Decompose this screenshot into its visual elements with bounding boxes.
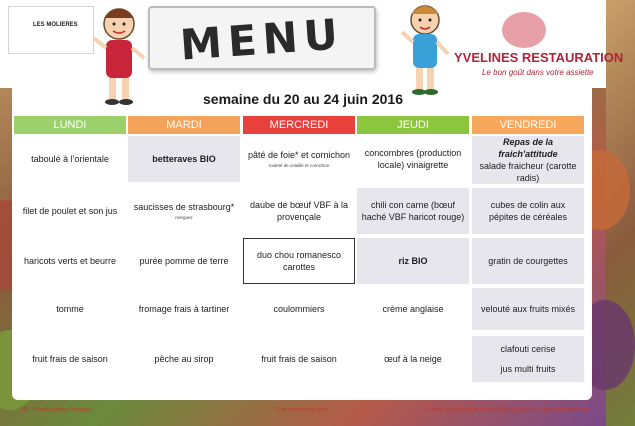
menu-item: chili con carne (bœuf haché VBF haricot rouge) xyxy=(361,199,465,222)
menu-item-cell xyxy=(128,288,240,330)
day-column-lundi xyxy=(14,116,126,392)
menu-item-cell xyxy=(128,336,240,382)
menu-item-note: rouleté de volaille et cornichon xyxy=(268,163,330,169)
menu-item-cell xyxy=(128,136,240,182)
day-column-vendredi xyxy=(472,116,584,392)
menu-item-cell xyxy=(128,238,240,284)
menu-item-cell xyxy=(14,238,126,284)
menu-item-cell xyxy=(472,238,584,284)
menu-item-cell xyxy=(243,238,355,284)
brand-tagline: Le bon goût dans votre assiette xyxy=(482,68,594,77)
menu-item: coulommiers xyxy=(273,303,325,314)
menu-item-cell xyxy=(243,288,355,330)
day-column-mardi xyxy=(128,116,240,392)
day-header: JEUDI xyxy=(357,116,469,134)
menu-item-cell xyxy=(357,188,469,234)
menu-item: purée pomme de terre xyxy=(139,255,229,266)
page-title: MENU xyxy=(178,9,346,70)
menu-item-cell xyxy=(128,188,240,234)
menu-item-cell xyxy=(14,288,126,330)
brand-logo xyxy=(412,6,624,82)
school-name: LES MOLIERES xyxy=(33,22,78,28)
menu-item: pâté de foie* et cornichon xyxy=(247,149,351,160)
day-column-mercredi xyxy=(243,116,355,392)
menu-item: taboulé à l'orientale xyxy=(31,153,109,164)
menu-item-cell xyxy=(14,336,126,382)
menu-item: betteraves BIO xyxy=(152,153,216,164)
menu-item: haricots verts et beurre xyxy=(23,255,117,266)
menu-item: concombres (production locale) vinaigrette xyxy=(364,147,462,170)
menu-item-cell xyxy=(14,188,126,234)
menu-item-cell xyxy=(243,136,355,182)
menu-item-cell xyxy=(357,136,469,182)
menu-item-cell xyxy=(472,188,584,234)
day-header: MERCREDI xyxy=(243,116,355,134)
day-header: MARDI xyxy=(128,116,240,134)
menu-item: daube de bœuf VBF à la provençale xyxy=(249,199,349,222)
menu-item: duo chou romanesco carottes xyxy=(256,249,342,272)
menu-item: cubes de colin aux pépites de céréales xyxy=(488,199,568,222)
chef-logo-icon xyxy=(502,12,546,48)
footer-pork-note: * Plat contenant du porc xyxy=(274,407,328,413)
menu-item: clafouti cerise xyxy=(500,343,556,354)
menu-item-cell xyxy=(243,336,355,382)
menu-item: riz BIO xyxy=(398,255,428,266)
menu-item-cell xyxy=(472,136,584,184)
footer-vbf-note: VBF = Viande Bovine Française xyxy=(20,407,91,413)
day-header: LUNDI xyxy=(14,116,126,134)
menu-item-cell xyxy=(14,136,126,182)
menu-item-cell xyxy=(357,336,469,382)
day-header: VENDREDI xyxy=(472,116,584,134)
menu-item: saucisses de strasbourg* xyxy=(133,201,235,212)
menu-item: fruit frais de saison xyxy=(32,353,108,364)
menu-title-board xyxy=(148,6,376,70)
week-heading: semaine du 20 au 24 juin 2016 xyxy=(203,91,403,107)
menu-item: jus multi fruits xyxy=(500,364,556,374)
menu-item: salade fraicheur (carotte radis) xyxy=(479,161,577,184)
menu-item: filet de poulet et son jus xyxy=(22,205,118,216)
menu-item-cell xyxy=(243,188,355,234)
menu-item: œuf à la neige xyxy=(384,353,442,364)
brand-name: YVELINES RESTAURATION xyxy=(454,50,624,65)
menu-item-cell xyxy=(357,238,469,284)
menu-item-cell xyxy=(472,288,584,330)
menu-item: velouté aux fruits mixés xyxy=(480,303,576,314)
footer-disclaimer: Ce menu est susceptible d'être modifié en raison des approvisionnements. xyxy=(424,407,589,413)
menu-item-note: merguez xyxy=(175,215,193,221)
menu-item: fromage frais à tartiner xyxy=(138,303,230,314)
menu-item: Repas de la fraich'attitude xyxy=(498,136,558,159)
menu-item: pêche au sirop xyxy=(154,353,214,364)
school-label-box xyxy=(8,6,94,54)
menu-item: tomme xyxy=(56,303,84,314)
menu-item: fruit frais de saison xyxy=(261,353,337,364)
day-column-jeudi xyxy=(357,116,469,392)
menu-item-cell xyxy=(357,288,469,330)
menu-item-cell xyxy=(472,336,584,382)
menu-item: gratin de courgettes xyxy=(488,255,568,266)
menu-item: crème anglaise xyxy=(382,303,444,314)
